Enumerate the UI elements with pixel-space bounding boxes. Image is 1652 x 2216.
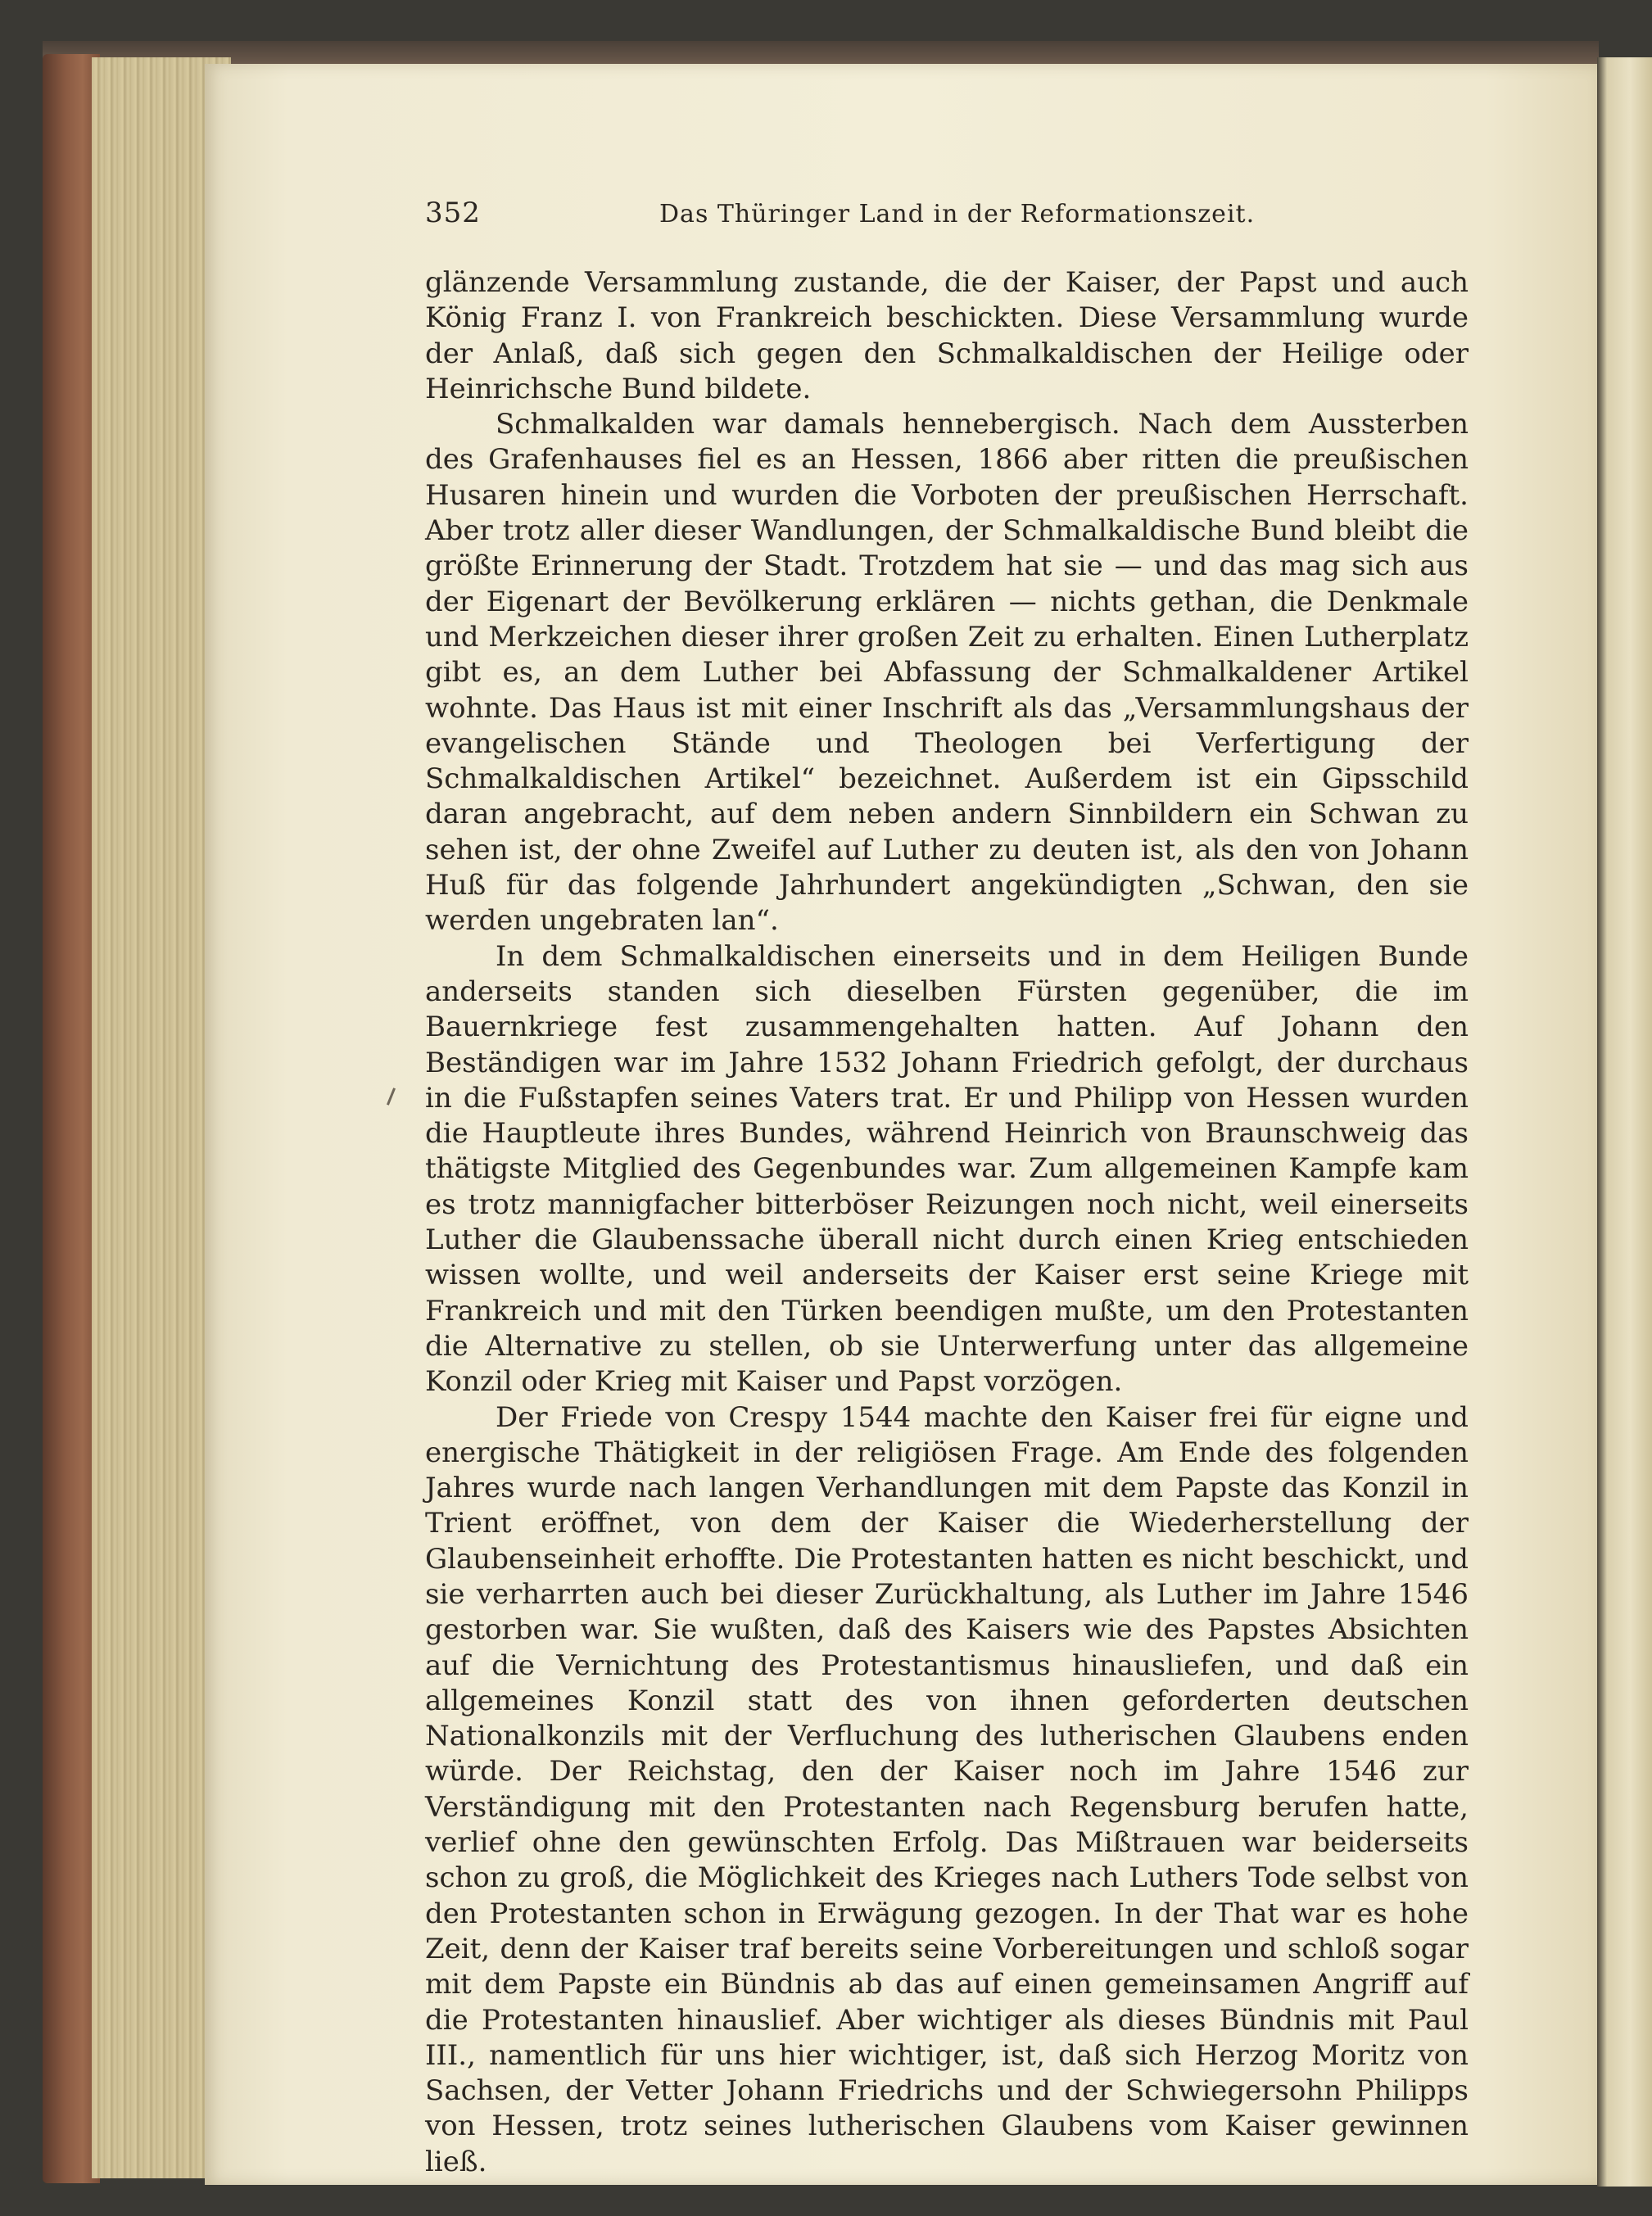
paragraph: In dem Schmalkaldischen einerseits und in dem Heiligen Bunde anderseits standen sich dieselben Fürsten gegenüber, die im Bauernkriege fest zusammengehalten hatten. Auf Johann den Beständigen war im Jahre 1532 Johann Friedrich gefolgt, der durchaus in die Fußstapfen seines Vaters trat. Er und Philipp von Hessen wurden die Hauptleute ihres Bundes, während Heinrich von Braunschweig das thätigste Mitglied des Gegenbundes war. Zum allgemeinen Kampfe kam es trotz mannigfacher bitterböser Reizungen noch nicht, weil einerseits Luther die Glaubenssache überall nicht durch einen Krieg entschieden wissen wollte, und weil anderseits der Kaiser erst seine Kriege mit Frankreich und mit den Türken beendigen mußte, um den Protestanten die Alternative zu stellen, ob sie Unterwerfung unter das allgemeine Konzil oder Krieg mit Kaiser und Papst vorzögen. <box>425 939 1469 1399</box>
paragraph: Schmalkalden war damals hennebergisch. Nach dem Aussterben des Grafenhauses fiel es an Hessen, 1866 aber ritten die preußischen Husaren hinein und wurden die Vorboten der preußischen Herrschaft. Aber trotz aller dieser Wandlungen, der Schmalkaldische Bund bleibt die größte Erinnerung der Stadt. Trotzdem hat sie — und das mag sich aus der Eigenart der Bevölkerung erklären — nichts gethan, die Denkmale und Merkzeichen dieser ihrer großen Zeit zu erhalten. Einen Lutherplatz gibt es, an dem Luther bei Abfassung der Schmalkaldener Artikel wohnte. Das Haus ist mit einer Inschrift als das „Versammlungshaus der evangelischen Stände und Theologen bei Verfertigung der Schmalkaldischen Artikel“ bezeichnet. Außerdem ist ein Gipsschild daran angebracht, auf dem neben andern Sinnbildern ein Schwan zu sehen ist, der ohne Zweifel auf Luther zu deuten ist, als den von Johann Huß für das folgende Jahrhundert angekündigten „Schwan, den sie werden ungebraten lan“. <box>425 408 1469 938</box>
page-number: 352 <box>425 197 481 229</box>
running-head: Das Thüringer Land in der Reformationszeit. <box>659 200 1256 228</box>
page-text-block <box>425 197 1469 2180</box>
facing-page-edge <box>1597 57 1652 2187</box>
paragraph: Der Friede von Crespy 1544 machte den Kaiser frei für eigne und energische Thätigkeit in der religiösen Frage. Am Ende des folgenden Jahres wurde nach langen Verhandlungen mit dem Papste das Konzil in Trient eröffnet, von dem der Kaiser die Wiederherstellung der Glaubenseinheit erhoffte. Die Protestanten hatten es nicht beschickt, und sie verharrten auch bei dieser Zurückhaltung, als Luther im Jahre 1546 gestorben war. Sie wußten, daß des Kaisers wie des Papstes Absichten auf die Vernichtung des Protestantismus hinausliefen, und daß ein allgemeines Konzil statt des von ihnen geforderten deutschen Nationalkonzils mit der Verfluchung des lutherischen Glaubens enden würde. Der Reichstag, den der Kaiser noch im Jahre 1546 zur Verständigung mit den Protestanten nach Regensburg berufen hatte, verlief ohne den gewünschten Erfolg. Das Mißtrauen war beiderseits schon zu groß, die Möglichkeit des Krieges nach Luthers Tode selbst von den Protestanten schon in Erwägung gezogen. In der That war es hohe Zeit, denn der Kaiser traf bereits seine Vorbereitungen und schloß sogar mit dem Papste ein Bündnis ab das auf einen gemeinsamen Angriff auf die Protestanten hinauslief. Aber wichtiger als dieses Bündnis mit Paul III., namentlich für uns hier wichtiger, ist, daß sich Herzog Moritz von Sachsen, der Vetter Johann Friedrichs und der Schwiegersohn Philipps von Hessen, trotz seines lutherischen Glaubens vom Kaiser gewinnen ließ. <box>425 1400 1469 2178</box>
paragraph: glänzende Versammlung zustande, die der Kaiser, der Papst und auch König Franz I. von Frankreich beschickten. Diese Versammlung wurde der Anlaß, daß sich gegen den Schmalkaldischen der Heilige oder Heinrichsche Bund bildete. <box>425 266 1469 405</box>
page-header <box>425 197 1469 246</box>
book-cover-top-edge <box>43 41 1599 66</box>
body-text <box>425 265 1469 2180</box>
